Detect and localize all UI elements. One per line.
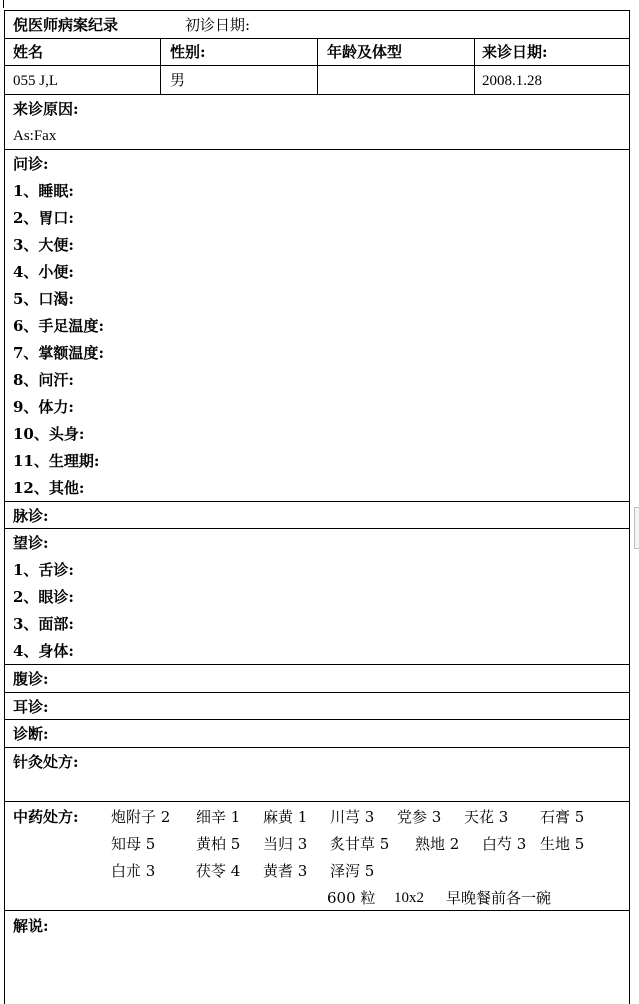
rule bbox=[5, 664, 629, 665]
rule bbox=[5, 747, 629, 748]
visit-reason-label: 来诊原因: bbox=[13, 100, 79, 118]
explanation-label: 解说: bbox=[13, 917, 49, 935]
case-record-form bbox=[4, 10, 630, 1004]
inquiry-label: 问诊: bbox=[13, 155, 49, 173]
herb-item: 黄柏 5 bbox=[196, 835, 241, 853]
first-visit-date-label: 初诊日期: bbox=[185, 16, 251, 34]
herb-item: 生地 5 bbox=[540, 835, 585, 853]
herb-item: 党参 3 bbox=[397, 808, 442, 826]
herb-item: 黄耆 3 bbox=[263, 862, 308, 880]
page-edge-marker bbox=[634, 507, 639, 549]
inquiry-item: 12、其他: bbox=[13, 479, 85, 497]
observation-item: 2、眼诊: bbox=[13, 588, 74, 606]
herb-item: 白芍 3 bbox=[482, 835, 527, 853]
inquiry-item: 1、睡眠: bbox=[13, 182, 74, 200]
abdomen-diagnosis-label: 腹诊: bbox=[13, 670, 49, 688]
inquiry-item: 10、头身: bbox=[13, 425, 85, 443]
rule bbox=[5, 910, 629, 911]
page-corner-mark bbox=[3, 0, 4, 8]
inquiry-item: 11、生理期: bbox=[13, 452, 100, 470]
rule bbox=[5, 719, 629, 720]
herb-item: 熟地 2 bbox=[415, 835, 460, 853]
herb-item: 石膏 5 bbox=[540, 808, 585, 826]
visit-date-header: 来诊日期: bbox=[482, 43, 548, 61]
observation-item: 3、面部: bbox=[13, 615, 74, 633]
dosage-instructions: 早晚餐前各一碗 bbox=[446, 889, 552, 907]
rule bbox=[5, 94, 629, 95]
herb-item: 当归 3 bbox=[263, 835, 308, 853]
rule bbox=[5, 149, 629, 150]
observation-label: 望诊: bbox=[13, 534, 49, 552]
column-divider bbox=[317, 38, 318, 94]
inquiry-item: 7、掌额温度: bbox=[13, 344, 104, 362]
patient-name-value: 055 J,L bbox=[13, 73, 58, 89]
column-divider bbox=[474, 38, 475, 94]
inquiry-item: 4、小便: bbox=[13, 263, 74, 281]
herb-item: 茯苓 4 bbox=[196, 862, 241, 880]
dosage-frequency: 10x2 bbox=[394, 890, 424, 906]
pulse-diagnosis-label: 脉诊: bbox=[13, 507, 49, 525]
herb-item: 白朮 3 bbox=[111, 862, 156, 880]
inquiry-item: 8、问汗: bbox=[13, 371, 74, 389]
age-build-header: 年龄及体型 bbox=[327, 43, 403, 61]
observation-item: 4、身体: bbox=[13, 642, 74, 660]
herb-item: 麻黄 1 bbox=[263, 808, 308, 826]
name-header: 姓名 bbox=[13, 43, 44, 61]
herb-item: 炙甘草 5 bbox=[330, 835, 390, 853]
herbal-prescription-label: 中药处方: bbox=[13, 808, 79, 826]
herb-item: 细辛 1 bbox=[196, 808, 241, 826]
inquiry-item: 2、胃口: bbox=[13, 209, 74, 227]
herb-item: 泽泻 5 bbox=[330, 862, 375, 880]
herb-item: 知母 5 bbox=[111, 835, 156, 853]
record-title: 倪医师病案纪录 bbox=[13, 16, 119, 34]
column-divider bbox=[160, 38, 161, 94]
herb-item: 川芎 3 bbox=[330, 808, 375, 826]
rule bbox=[5, 528, 629, 529]
inquiry-item: 5、口渴: bbox=[13, 290, 74, 308]
rule bbox=[5, 692, 629, 693]
inquiry-item: 9、体力: bbox=[13, 398, 74, 416]
inquiry-item: 3、大便: bbox=[13, 236, 74, 254]
inquiry-item: 6、手足温度: bbox=[13, 317, 104, 335]
gender-value: 男 bbox=[170, 71, 186, 89]
herb-item: 炮附子 2 bbox=[111, 808, 171, 826]
visit-date-value: 2008.1.28 bbox=[482, 73, 542, 89]
observation-item: 1、舌诊: bbox=[13, 561, 74, 579]
gender-header: 性别: bbox=[170, 43, 206, 61]
dosage-quantity: 600 粒 bbox=[327, 889, 376, 907]
herb-item: 天花 3 bbox=[464, 808, 509, 826]
rule bbox=[5, 801, 629, 802]
diagnosis-label: 诊断: bbox=[13, 725, 49, 743]
acupuncture-prescription-label: 针灸处方: bbox=[13, 753, 79, 771]
ear-diagnosis-label: 耳诊: bbox=[13, 698, 49, 716]
rule bbox=[5, 501, 629, 502]
visit-reason-value: As:Fax bbox=[13, 128, 57, 144]
